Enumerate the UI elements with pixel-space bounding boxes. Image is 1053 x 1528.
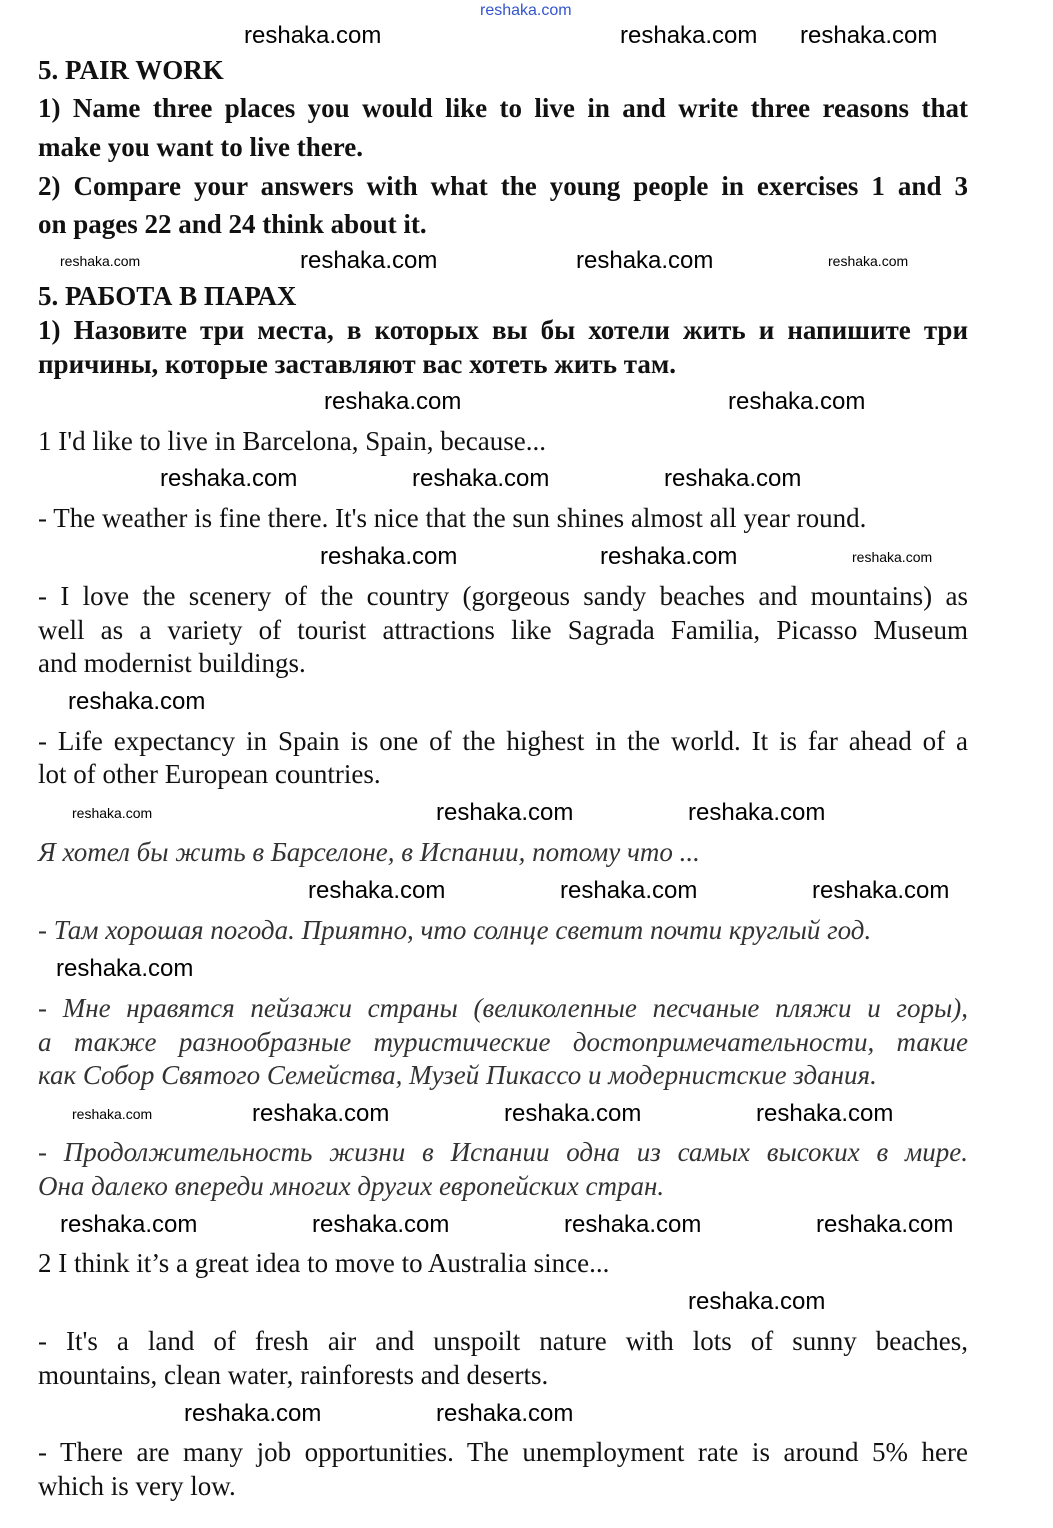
watermark: reshaka.com [60, 253, 141, 269]
watermark: reshaka.com [412, 465, 550, 492]
task-line: 1) Name three places you would like to live in and write three reasons that [38, 93, 968, 123]
answer-intro: 2 I think it’s a great idea to move to Australia since... [38, 1248, 610, 1278]
translation-line: - Мне нравятся пейзажи страны (великолепные песчаные пляжи и горы), [38, 993, 968, 1023]
watermark: reshaka.com [184, 1400, 322, 1427]
watermark: reshaka.com [60, 1211, 198, 1238]
watermark: reshaka.com [436, 799, 574, 826]
watermark: reshaka.com [72, 1106, 153, 1122]
watermark: reshaka.com [600, 543, 738, 570]
translation-line: а также разнообразные туристические достопримечательности, такие [38, 1027, 968, 1057]
answer-line: - I love the scenery of the country (gorgeous sandy beaches and mountains) as [38, 581, 968, 611]
watermark: reshaka.com [576, 247, 714, 274]
watermark: reshaka.com [436, 1400, 574, 1427]
watermark: reshaka.com [56, 955, 194, 982]
watermark: reshaka.com [664, 465, 802, 492]
watermark: reshaka.com [816, 1211, 954, 1238]
answer-line: well as a variety of tourist attractions like Sagrada Familia, Picasso Museum [38, 615, 968, 645]
translation-line: - Там хорошая погода. Приятно, что солнце светит почти круглый год. [38, 915, 872, 945]
watermark: reshaka.com [252, 1100, 390, 1127]
watermark: reshaka.com [560, 877, 698, 904]
answer-line: and modernist buildings. [38, 648, 306, 678]
translation-line: как Собор Святого Семейства, Музей Пикассо и модернистские здания. [38, 1060, 877, 1090]
watermark: reshaka.com [688, 799, 826, 826]
watermark: reshaka.com [308, 877, 446, 904]
task-line: 2) Compare your answers with what the young people in exercises 1 and 3 [38, 171, 968, 201]
answer-line: - Life expectancy in Spain is one of the highest in the world. It is far ahead of a [38, 726, 968, 756]
answer-line: - The weather is fine there. It's nice that the sun shines almost all year round. [38, 503, 867, 533]
answer-line: mountains, clean water, rainforests and deserts. [38, 1360, 549, 1390]
watermark: reshaka.com [244, 22, 382, 49]
site-link[interactable]: reshaka.com [480, 2, 572, 19]
watermark: reshaka.com [320, 543, 458, 570]
exercise-heading-en: 5. PAIR WORK [38, 55, 224, 85]
watermark: reshaka.com [72, 805, 153, 821]
watermark: reshaka.com [504, 1100, 642, 1127]
watermark: reshaka.com [564, 1211, 702, 1238]
task-line: причины, которые заставляют вас хотеть жить там. [38, 349, 676, 379]
watermark: reshaka.com [800, 22, 938, 49]
watermark: reshaka.com [728, 388, 866, 415]
answer-line: - It's a land of fresh air and unspoilt nature with lots of sunny beaches, [38, 1326, 968, 1356]
watermark: reshaka.com [160, 465, 298, 492]
translation-line: - Продолжительность жизни в Испании одна из самых высоких в мире. [38, 1137, 968, 1167]
watermark: reshaka.com [300, 247, 438, 274]
watermark: reshaka.com [756, 1100, 894, 1127]
translation-intro: Я хотел бы жить в Барселоне, в Испании, потому что ... [38, 837, 700, 867]
watermark: reshaka.com [312, 1211, 450, 1238]
watermark: reshaka.com [852, 549, 933, 565]
watermark: reshaka.com [688, 1288, 826, 1315]
exercise-heading-ru: 5. РАБОТА В ПАРАХ [38, 281, 297, 311]
answer-line: lot of other European countries. [38, 759, 381, 789]
answer-intro: 1 I'd like to live in Barcelona, Spain, because... [38, 426, 546, 456]
answer-line: which is very low. [38, 1471, 236, 1501]
task-line: on pages 22 and 24 think about it. [38, 209, 427, 239]
watermark: reshaka.com [68, 688, 206, 715]
translation-line: Она далеко впереди многих других европейских стран. [38, 1171, 665, 1201]
watermark: reshaka.com [324, 388, 462, 415]
watermark: reshaka.com [620, 22, 758, 49]
task-line: make you want to live there. [38, 132, 363, 162]
task-line: 1) Назовите три места, в которых вы бы хотели жить и напишите три [38, 315, 968, 345]
watermark: reshaka.com [812, 877, 950, 904]
answer-line: - There are many job opportunities. The unemployment rate is around 5% here [38, 1437, 968, 1467]
watermark: reshaka.com [828, 253, 909, 269]
